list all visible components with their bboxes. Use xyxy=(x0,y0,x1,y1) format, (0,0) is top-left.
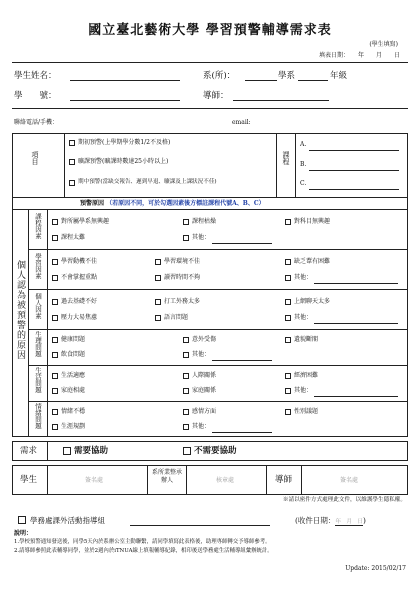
interpersonal-checkbox[interactable] xyxy=(183,373,189,379)
relationship-checkbox[interactable] xyxy=(183,409,189,415)
personal-other-checkbox[interactable] xyxy=(285,315,291,321)
student-id-label: 學 號： xyxy=(14,91,57,101)
cause-label: 學習環境不佳 xyxy=(164,258,201,265)
divider xyxy=(47,465,48,495)
cause-label: 飲食問題 xyxy=(61,351,86,358)
divider xyxy=(12,62,408,63)
divider xyxy=(12,108,408,109)
divider xyxy=(266,465,267,495)
absence-warning-label: 曠課預警(曠課時數達25小時以上) xyxy=(78,158,169,165)
notes-title: 說明： xyxy=(14,530,33,537)
absence-warning-checkbox[interactable] xyxy=(69,159,75,165)
poor-environment-checkbox[interactable] xyxy=(155,259,161,265)
early-warning-checkbox[interactable] xyxy=(69,140,75,146)
physical-other-checkbox[interactable] xyxy=(285,337,291,343)
privacy-footnote: ※請以密件方式處理此文件，以維護學生隱私權。 xyxy=(282,497,406,503)
no-interest-subject-checkbox[interactable] xyxy=(285,219,291,225)
cause-label: 語言問題 xyxy=(164,314,189,321)
cause-label: 其他： xyxy=(192,351,211,358)
course-other-checkbox[interactable] xyxy=(183,235,189,241)
need-help-checkbox[interactable] xyxy=(63,447,71,455)
dept-sign-field[interactable]: 核章處 xyxy=(216,477,235,484)
course-too-hard-checkbox[interactable] xyxy=(52,235,58,241)
guidance-label: 學務處課外活動指導組 xyxy=(30,516,105,525)
cause-group-label xyxy=(14,260,27,364)
student-sign-field[interactable]: 簽名處 xyxy=(85,477,104,484)
divider xyxy=(28,401,408,402)
emotion-other-field[interactable] xyxy=(212,424,272,433)
weak-foundation-checkbox[interactable] xyxy=(52,299,58,305)
category-label: 生活問題 xyxy=(34,367,42,393)
cause-label: 生活適應 xyxy=(61,372,86,379)
mentor-sign-field[interactable]: 簽名處 xyxy=(340,477,359,484)
boring-course-checkbox[interactable] xyxy=(183,219,189,225)
cause-label: 其他： xyxy=(192,423,211,430)
midterm-warning-checkbox[interactable] xyxy=(69,180,75,186)
divider xyxy=(147,465,148,495)
cause-header xyxy=(80,201,265,207)
course-other-field[interactable] xyxy=(212,235,272,244)
too-much-work-checkbox[interactable] xyxy=(155,299,161,305)
cause-label: 感情方面 xyxy=(192,408,217,415)
subtitle: (學生填寫) xyxy=(369,41,398,48)
no-help-checkbox[interactable] xyxy=(183,447,191,455)
accident-injury-checkbox[interactable] xyxy=(183,337,189,343)
financial-difficulty-checkbox[interactable] xyxy=(285,373,291,379)
guidance-field[interactable] xyxy=(130,517,270,526)
divider xyxy=(301,465,302,495)
cause-label: 家庭相處 xyxy=(61,387,86,394)
cause-label: 意外受傷 xyxy=(192,336,217,343)
no-focus-checkbox[interactable] xyxy=(52,275,58,281)
family-living-checkbox[interactable] xyxy=(52,388,58,394)
cause-label: 學習動機不佳 xyxy=(61,258,98,265)
anxiety-checkbox[interactable] xyxy=(52,315,58,321)
cause-label: 性別議題 xyxy=(294,408,319,415)
items-label xyxy=(30,150,44,169)
divider xyxy=(28,289,408,290)
dept-contact-label: 系所業整承辦人 xyxy=(151,469,182,485)
course-c-field[interactable] xyxy=(309,181,399,190)
cause-label: 不會掌握重點 xyxy=(61,274,98,281)
grade-field[interactable] xyxy=(298,72,328,81)
cause-label: 家庭關係 xyxy=(192,387,217,394)
student-sign-label: 學生 xyxy=(20,475,38,485)
life-adaptation-checkbox[interactable] xyxy=(52,373,58,379)
category-label: 情緒問題 xyxy=(34,403,42,429)
items-label-text: 項目 xyxy=(31,151,39,165)
mentor-sign-label: 導師 xyxy=(275,475,293,485)
cause-label: 人際關係 xyxy=(192,372,217,379)
divider xyxy=(64,133,65,197)
life-other-field[interactable] xyxy=(314,388,398,397)
page-title: 國立臺北藝術大學 學習預警輔導需求表 xyxy=(88,23,332,38)
no-help-label: 不需要協助 xyxy=(194,446,237,456)
note-line: 1.學校預警通知發送後，同學5天內於系辦公室主動聯繫，請同學填寫此表格後，助理專師轉交予導師參考。 xyxy=(14,539,271,545)
dept-label: 系(所)： xyxy=(203,71,236,81)
cause-label: 其他： xyxy=(294,274,313,281)
cause-label: 缺乏葦有困難 xyxy=(294,258,331,265)
student-id-field[interactable] xyxy=(70,92,180,101)
category-label: 生理問題 xyxy=(34,331,42,357)
learning-other-checkbox[interactable] xyxy=(285,275,291,281)
fill-date: 填表日期： 年 月 日 xyxy=(318,52,400,59)
update-date: Update: 2015/02/17 xyxy=(345,565,406,572)
cause-label: 其他： xyxy=(294,387,313,394)
family-relation-checkbox[interactable] xyxy=(183,388,189,394)
language-problem-checkbox[interactable] xyxy=(155,315,161,321)
divider xyxy=(28,329,408,330)
divider xyxy=(186,465,187,495)
cause-label: 情緒不穩 xyxy=(61,408,86,415)
physical-other2-checkbox[interactable] xyxy=(183,352,189,358)
guidance-checkbox[interactable] xyxy=(18,516,26,524)
name-label: 學生姓名： xyxy=(14,71,57,81)
course-label xyxy=(281,150,291,169)
cause-header-prefix: 預警原因 xyxy=(80,200,105,207)
cause-label: 打工外務太多 xyxy=(164,298,201,305)
dept-suffix: 學系 xyxy=(278,71,296,81)
cause-label: 課程枯燥 xyxy=(192,218,217,225)
learning-other-field[interactable] xyxy=(314,275,398,284)
cause-label: 讀習時間不夠 xyxy=(164,274,201,281)
gender-issue-checkbox[interactable] xyxy=(285,409,291,415)
course-a-label: A. xyxy=(300,141,307,148)
cause-label: 對科目無興趣 xyxy=(294,218,331,225)
name-field[interactable] xyxy=(70,72,180,81)
contact-label: 聯絡電話/手機： xyxy=(14,119,59,126)
divider xyxy=(28,209,29,437)
diet-problem-checkbox[interactable] xyxy=(52,352,58,358)
learning-difficulty-checkbox[interactable] xyxy=(285,259,291,265)
divider xyxy=(47,209,48,437)
divider xyxy=(295,133,296,197)
early-warning-label: 期初預警(上學期學分數1/2不及格) xyxy=(78,139,171,146)
grade-suffix: 年級 xyxy=(330,71,348,81)
course-c-label: C. xyxy=(300,180,307,187)
category-label: 學習因素 xyxy=(34,253,42,279)
physical-other-field[interactable] xyxy=(212,352,272,361)
too-much-online-checkbox[interactable] xyxy=(285,299,291,305)
midterm-warning-label: 期中預警(當缺交報告、遲到早退、曠課及上課狀況不佳) xyxy=(78,179,217,185)
need-label: 需求 xyxy=(20,446,38,456)
note-line: 2.請導師參照此表輔導同學，並於2週內於iTNUA線上填報輔導紀錄，相印後送學務處生活輔導組彙辦統計。 xyxy=(14,548,273,554)
category-label: 課程因素 xyxy=(34,213,42,239)
cause-label: 課程太難 xyxy=(61,234,86,241)
course-b-field[interactable] xyxy=(309,162,399,171)
low-motivation-checkbox[interactable] xyxy=(52,259,58,265)
emotional-instability-checkbox[interactable] xyxy=(52,409,58,415)
receive-date-close: ) xyxy=(362,516,366,525)
mentor-label: 導師： xyxy=(203,91,229,101)
no-interest-dept-checkbox[interactable] xyxy=(52,219,58,225)
category-label: 個人因素 xyxy=(34,293,42,319)
need-help-label: 需要協助 xyxy=(74,446,109,456)
email-label: email: xyxy=(232,119,251,126)
receive-date xyxy=(295,517,366,526)
emotion-other-checkbox[interactable] xyxy=(183,424,189,430)
life-other-checkbox[interactable] xyxy=(285,388,291,394)
not-enough-time-checkbox[interactable] xyxy=(155,275,161,281)
course-label-text: 課程 xyxy=(282,151,290,165)
cause-label: 對所屬學系無興趣 xyxy=(61,218,110,225)
course-b-label: B. xyxy=(300,161,307,168)
cause-label: 生涯規劃 xyxy=(61,423,86,430)
personal-other-field[interactable] xyxy=(314,315,398,324)
cause-label: 經濟困難 xyxy=(294,372,319,379)
cause-label: 其他： xyxy=(294,314,313,321)
divider xyxy=(28,365,408,366)
mentor-field[interactable] xyxy=(233,92,329,101)
cause-header-note: （若原因不同，可於勾選因素後方標註課程代號A、B、C） xyxy=(106,200,265,207)
career-planning-checkbox[interactable] xyxy=(52,424,58,430)
course-a-field[interactable] xyxy=(309,142,399,151)
health-problem-checkbox[interactable] xyxy=(52,337,58,343)
dept-field[interactable] xyxy=(245,72,277,81)
receive-date-label: (收件日期： xyxy=(295,516,336,525)
divider xyxy=(47,441,48,461)
divider xyxy=(276,133,277,197)
divider xyxy=(28,249,408,250)
cause-label: 過去基礎不好 xyxy=(61,298,98,305)
cause-group-label-text: 個人認為被預警的原因 xyxy=(15,260,25,360)
cause-label: 健康問題 xyxy=(61,336,86,343)
cause-label: 其他： xyxy=(192,234,211,241)
cause-label: 壓力大易焦慮 xyxy=(61,314,98,321)
divider xyxy=(12,197,408,198)
divider xyxy=(12,209,408,210)
receive-date-field[interactable]: 年 月 日 xyxy=(335,519,363,525)
cause-label: 上網聊天太多 xyxy=(294,298,331,305)
cause-label: 遺貌斷閣 xyxy=(294,336,319,343)
